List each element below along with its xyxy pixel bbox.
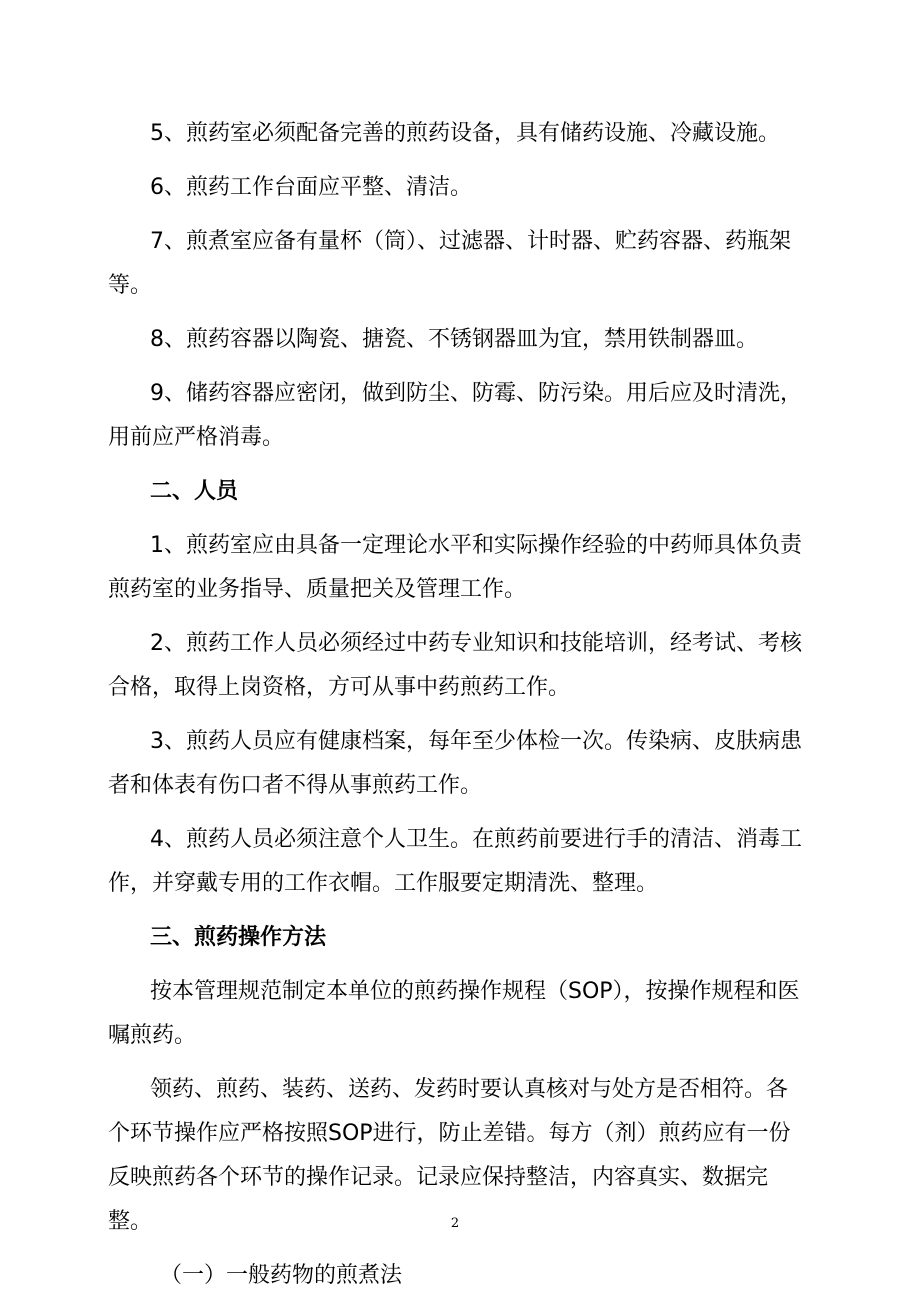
item-6: 6、煎药工作台面应平整、清洁。 <box>150 175 472 200</box>
personnel-item-4: 4、煎药人员必须注意个人卫生。在煎药前要进行手的清洁、消毒工作，并穿戴专用的工作衣帽。工作服要定期清洗、整理。 <box>108 827 802 896</box>
item-5: 5、煎药室必须配备完善的煎药设备，具有储药设施、冷藏设施。 <box>150 121 780 146</box>
method-paragraph-1: 按本管理规范制定本单位的煎药操作规程（SOP），按操作规程和医嘱煎药。 <box>108 979 800 1048</box>
page-number: 2 <box>450 1216 460 1231</box>
section-heading-personnel: 二、人员 <box>150 479 239 504</box>
item-8: 8、煎药容器以陶瓷、搪瓷、不锈钢器皿为宜，禁用铁制器皿。 <box>150 327 758 352</box>
page-body <box>108 112 804 1308</box>
personnel-item-2: 2、煎药工作人员必须经过中药专业知识和技能培训，经考试、考核合格，取得上岗资格，方可从事中药煎药工作。 <box>108 631 802 700</box>
personnel-item-3: 3、煎药人员应有健康档案，每年至少体检一次。传染病、皮肤病患者和体表有伤口者不得从事煎药工作。 <box>108 729 802 798</box>
item-9: 9、储药容器应密闭，做到防尘、防霉、防污染。用后应及时清洗，用前应严格消毒。 <box>108 381 802 450</box>
personnel-item-1: 1、煎药室应由具备一定理论水平和实际操作经验的中药师具体负责煎药室的业务指导、质量把关及管理工作。 <box>108 533 802 602</box>
section-heading-method: 三、煎药操作方法 <box>150 925 327 950</box>
item-7: 7、煎煮室应备有量杯（筒）、过滤器、计时器、贮药容器、药瓶架等。 <box>108 229 791 298</box>
method-paragraph-2: 领药、煎药、装药、送药、发药时要认真核对与处方是否相符。各个环节操作应严格按照SOP进行，防止差错。每方（剂）煎药应有一份反映煎药各个环节的操作记录。记录应保持整洁，内容真实、数据完整。 <box>108 1077 791 1234</box>
subsection-heading: （一）一般药物的煎煮法 <box>160 1263 403 1288</box>
